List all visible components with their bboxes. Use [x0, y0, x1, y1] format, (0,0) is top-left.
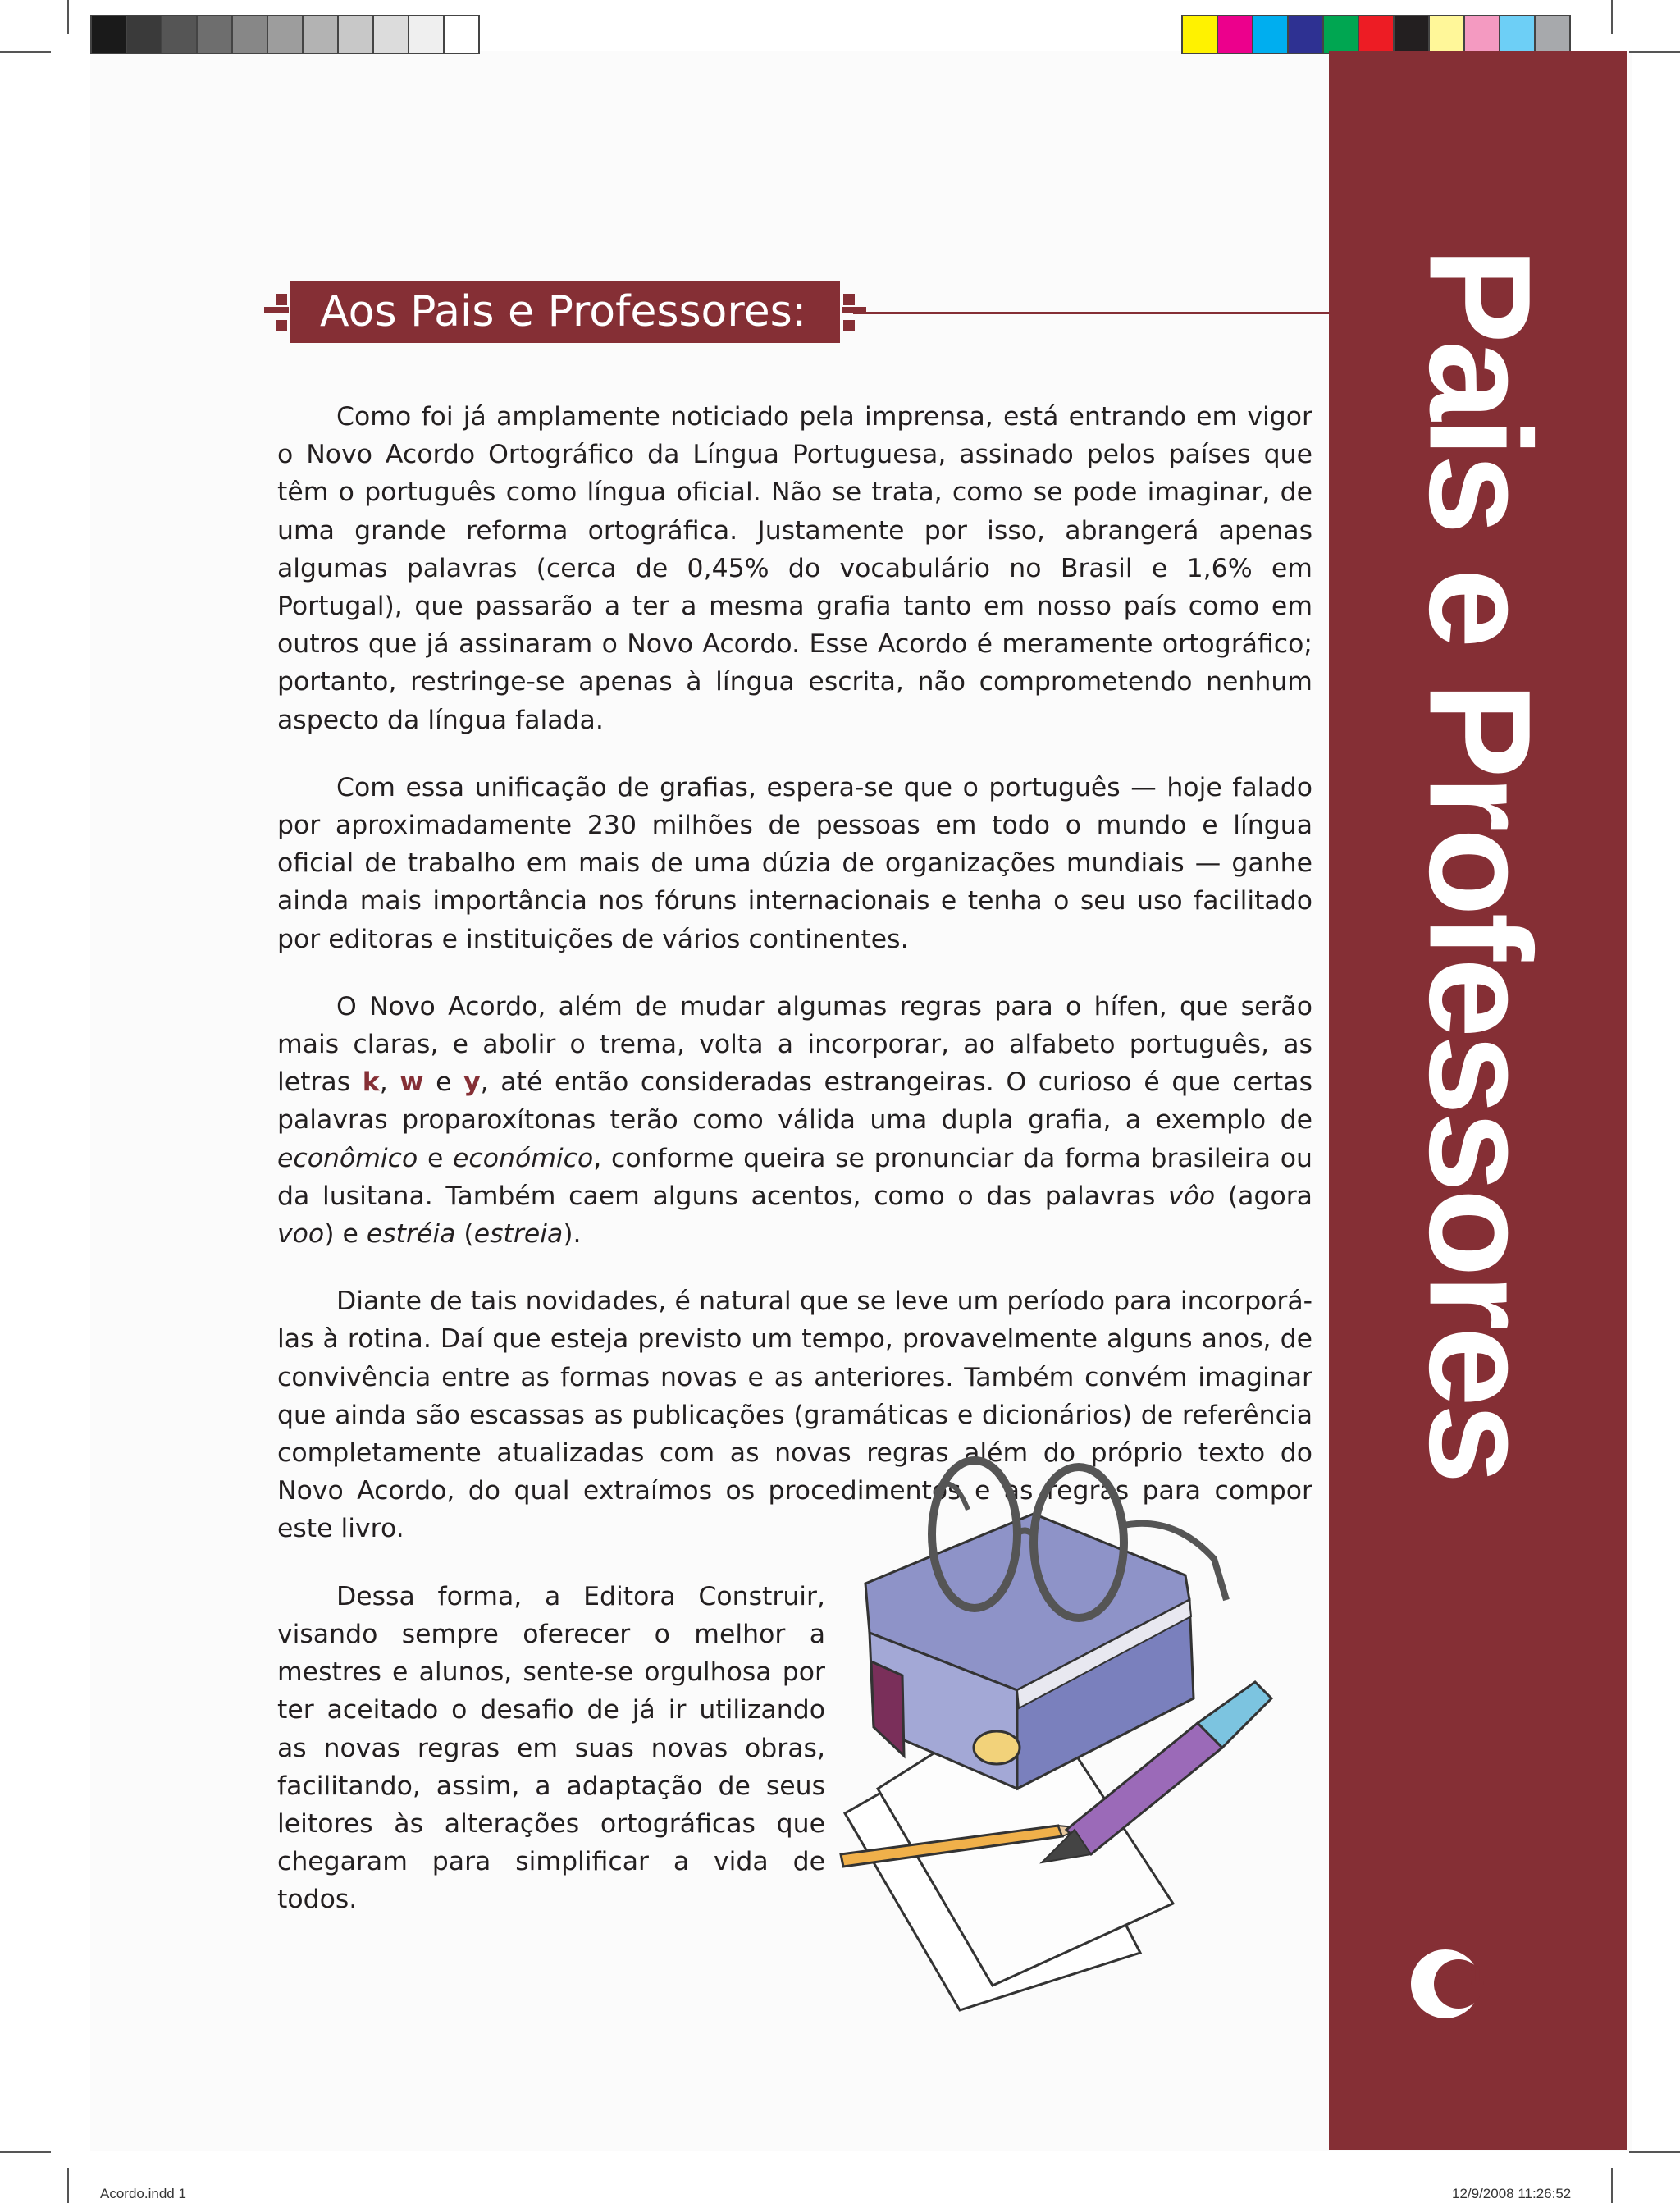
gray-swatch [339, 16, 374, 53]
text-run: O Novo Acordo, além de mudar algumas regras para o hífen, que serão mais claras, e abolir o trema, volta a incorporar, ao alfabeto português, as letras [277, 991, 1312, 1098]
italic-word: estreia [473, 1219, 564, 1250]
italic-word: estréia [366, 1219, 456, 1250]
gray-swatch [445, 16, 478, 53]
text-run: ( [455, 1219, 474, 1250]
paragraph-2: Com essa unificação de grafias, espera-se que o português — hoje falado por aproximadamente 230 milhões de pessoas em todo o mundo e língua oficial de trabalho em mais de uma dúzia de organizações mundiais — ganhe ainda mais importância nos fóruns internacionais e tenha o seu uso facilitado por editoras e instituições de vários continentes. [277, 772, 1312, 954]
books-glasses-illustration [829, 1444, 1337, 2051]
gray-swatch [92, 16, 127, 53]
crop-mark [1629, 2151, 1680, 2153]
grayscale-bar [90, 15, 480, 54]
text-run: e [418, 1143, 454, 1173]
crop-mark [0, 51, 51, 53]
heading-rule [853, 312, 1329, 314]
timestamp-slug: 12/9/2008 11:26:52 [1452, 2186, 1572, 2201]
gray-swatch [304, 16, 339, 53]
italic-word: vôo [1168, 1181, 1216, 1211]
side-title-text: Pais e Professores [1399, 247, 1560, 1481]
color-swatch [1395, 16, 1430, 53]
paragraph-4: Diante de tais novidades, é natural que se leve um período para incorporá-las à rotina. Daí que esteja previsto um tempo, provavelmente alguns anos, de convivência entre as formas novas e as anteriores. Também convém imaginar que ainda são escassas as publicações (gramáticas e dicionários) de referência completamente atualizadas com as novas regras além do próprio texto do Novo Acordo, do qual extraímos os procedimentos e as regras para compor este livro. [277, 1287, 1312, 1544]
letter-k: k [362, 1067, 380, 1098]
color-swatch [1430, 16, 1465, 53]
file-slug: Acordo.indd 1 [100, 2186, 186, 2201]
color-swatch [1536, 16, 1569, 53]
text-run: , conforme queira se pronunciar da forma brasileira ou da lusitana. Também caem alguns acentos, como o das palavras [277, 1143, 1312, 1211]
crop-mark [1611, 2168, 1613, 2203]
paragraph-1: Como foi já amplamente noticiado pela imprensa, está entrando em vigor o Novo Acordo Ortográfico da Língua Portuguesa, assinado pelos países que têm o português como língua oficial. Não se trata, como se pode imaginar, de uma grande reforma ortográfica. Justamente por isso, abrangerá apenas algumas palavras (cerca de 0,45% do vocabulário no Brasil e 1,6% em Portugal), que passarão a ter a mesma grafia tanto em nosso país como em outros que já assinaram o Novo Acordo. Esse Acordo é meramente ortográfico; portanto, restringe-se apenas à língua escrita, não comprometendo nenhum aspecto da língua falada. [277, 402, 1312, 735]
color-swatch [1218, 16, 1253, 53]
italic-word: econômico [277, 1143, 418, 1173]
color-swatch [1359, 16, 1395, 53]
crop-mark [67, 0, 69, 34]
text-run: ) e [324, 1219, 367, 1250]
italic-word: voo [277, 1219, 325, 1250]
color-swatch [1465, 16, 1500, 53]
crop-mark [67, 2168, 69, 2203]
process-color-bar [1181, 15, 1571, 54]
gray-swatch [409, 16, 445, 53]
text-run: (agora [1215, 1181, 1312, 1211]
side-title [1399, 247, 1560, 1481]
letter-y: y [463, 1067, 481, 1098]
color-swatch [1324, 16, 1359, 53]
letter-w: w [399, 1067, 424, 1098]
color-swatch [1289, 16, 1324, 53]
italic-word: económico [453, 1143, 594, 1173]
text-run: ). [563, 1219, 582, 1250]
paragraph-3 [277, 988, 1312, 1253]
page-number: 1 [1468, 1963, 1486, 1991]
gray-swatch [374, 16, 409, 53]
color-swatch [1183, 16, 1218, 53]
page-title: Aos Pais e Professores: [320, 287, 807, 336]
gray-swatch [162, 16, 198, 53]
text-run: e [423, 1067, 464, 1098]
gray-swatch [127, 16, 162, 53]
text-run: , [379, 1067, 400, 1098]
gray-swatch [233, 16, 268, 53]
color-swatch [1253, 16, 1289, 53]
paragraph-5: Dessa forma, a Editora Construir, visando sempre oferecer o melhor a mestres e alunos, sente-se orgulhosa por ter aceitado o desafio de já ir utilizando as novas regras em suas novas obras, facilitando, assim, a adaptação de seus leitores às alterações ortográficas que chegaram para simplificar a vida de todos. [277, 1581, 825, 1915]
color-swatch [1500, 16, 1536, 53]
gray-swatch [268, 16, 304, 53]
crop-mark [1611, 0, 1613, 34]
crop-mark [0, 2151, 51, 2153]
gray-swatch [198, 16, 233, 53]
text-run: , até então consideradas estrangeiras. O curioso é que certas palavras proparoxítonas terão como válida uma dupla grafia, a exemplo de [277, 1067, 1313, 1136]
crop-mark [1629, 51, 1680, 53]
